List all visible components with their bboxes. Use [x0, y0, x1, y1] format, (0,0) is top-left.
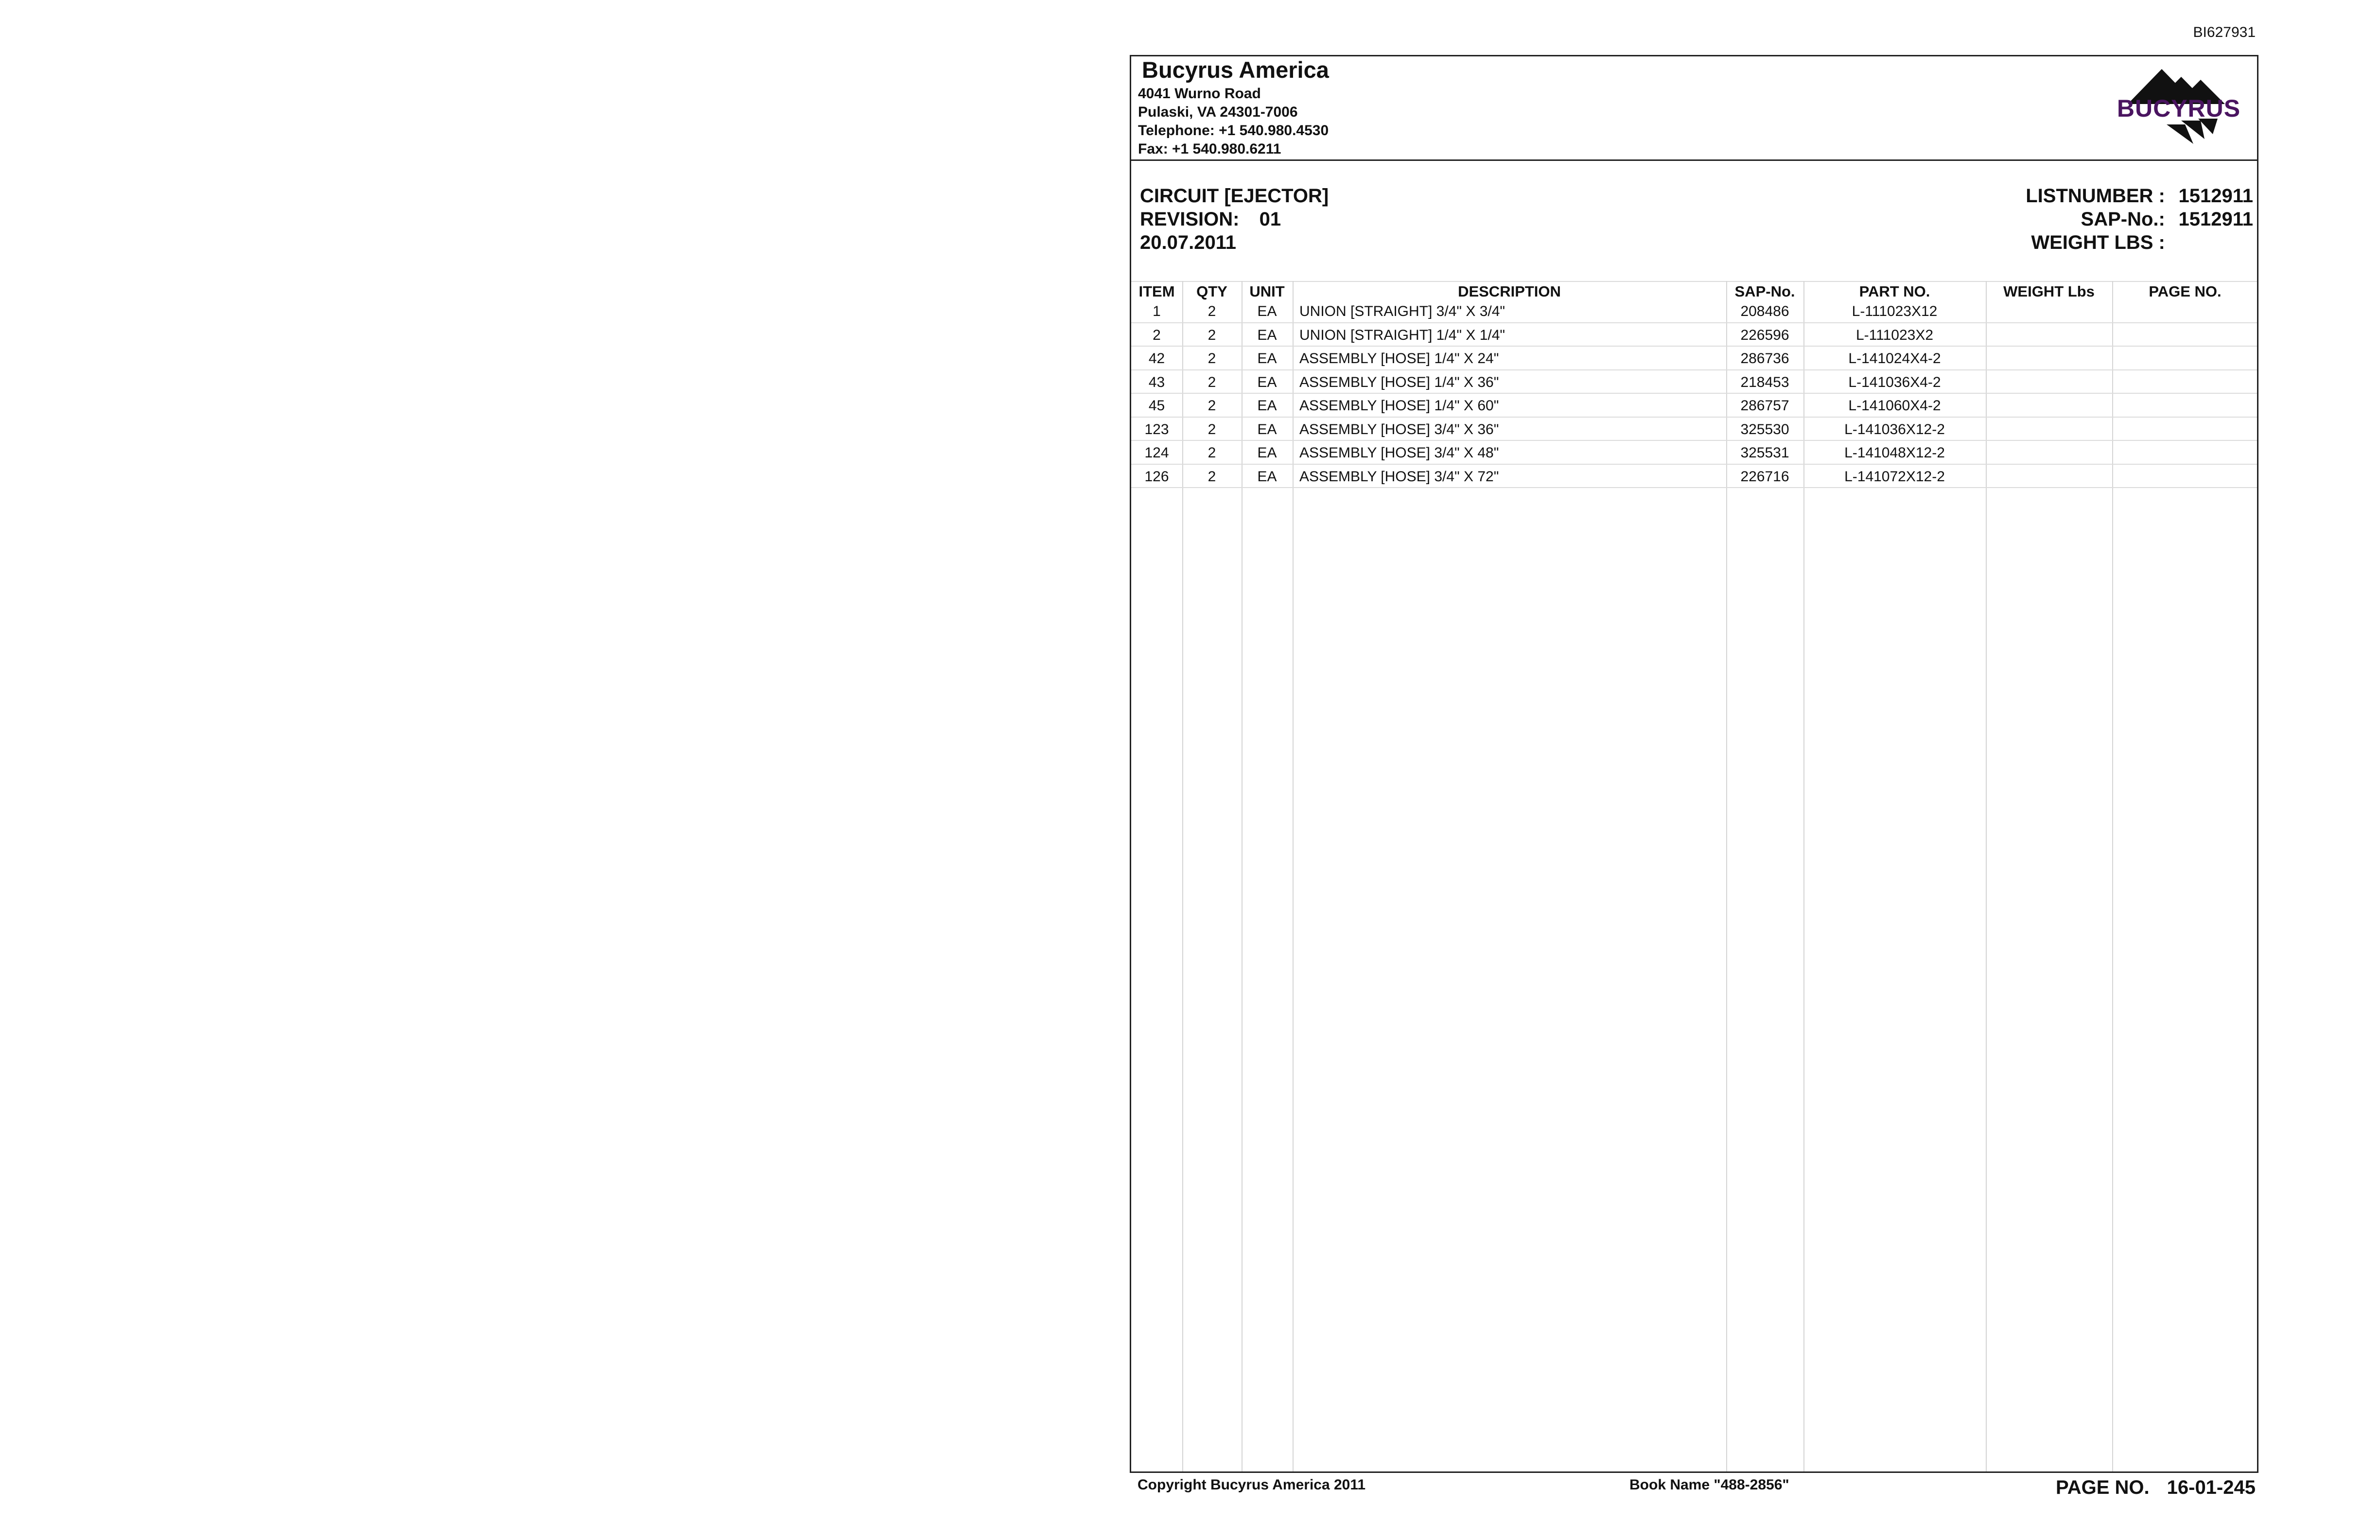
address-city: Pulaski, VA 24301-7006: [1138, 104, 1298, 120]
cell-sap: 226596: [1740, 327, 1789, 343]
copyright: Copyright Bucyrus America 2011: [1138, 1477, 1366, 1493]
cell-sap: 218453: [1740, 374, 1789, 390]
header-sap: SAP-No.: [1734, 283, 1795, 300]
sap-number: [1864, 209, 2253, 230]
cell-description: ASSEMBLY [HOSE] 3/4" X 36": [1299, 421, 1499, 438]
company-header: [1131, 56, 2257, 161]
bucyrus-logo: [2108, 66, 2249, 154]
cell-part: L-141036X12-2: [1844, 421, 1945, 438]
row-rule: [1131, 322, 2257, 323]
weight: [1864, 232, 2253, 254]
cell-sap: 226716: [1740, 468, 1789, 485]
listnumber: [1864, 185, 2253, 207]
cell-description: ASSEMBLY [HOSE] 3/4" X 72": [1299, 468, 1499, 485]
sap-label: SAP-No.:: [2081, 209, 2165, 230]
cell-part: L-141060X4-2: [1848, 398, 1941, 414]
company-name: Bucyrus America: [1142, 57, 1329, 83]
cell-item: 45: [1148, 398, 1165, 414]
header-description: DESCRIPTION: [1458, 283, 1561, 300]
cell-qty: 2: [1208, 303, 1216, 319]
cell-part: L-141024X4-2: [1848, 350, 1941, 367]
cell-qty: 2: [1208, 445, 1216, 461]
table-top-rule: [1131, 281, 2257, 282]
cell-qty: 2: [1208, 468, 1216, 485]
cell-description: ASSEMBLY [HOSE] 1/4" X 24": [1299, 350, 1499, 367]
cell-sap: 286757: [1740, 398, 1789, 414]
page-number-label: PAGE NO.: [2056, 1477, 2150, 1498]
listnumber-label: LISTNUMBER :: [2026, 185, 2165, 207]
cell-unit: EA: [1257, 468, 1277, 485]
address-street: 4041 Wurno Road: [1138, 86, 1261, 102]
header-qty: QTY: [1196, 283, 1227, 300]
header-part: PART NO.: [1859, 283, 1930, 300]
row-rule: [1131, 487, 2257, 488]
cell-qty: 2: [1208, 327, 1216, 343]
cell-sap: 208486: [1740, 303, 1789, 319]
row-rule: [1131, 440, 2257, 441]
cell-item: 42: [1148, 350, 1165, 367]
cell-part: L-141036X4-2: [1848, 374, 1941, 390]
row-rule: [1131, 393, 2257, 394]
cell-qty: 2: [1208, 374, 1216, 390]
document-date: 20.07.2011: [1140, 232, 1236, 253]
row-rule: [1131, 369, 2257, 370]
weight-label: WEIGHT LBS :: [2031, 232, 2165, 253]
document-id: BI627931: [2193, 24, 2256, 40]
cell-item: 126: [1144, 468, 1169, 485]
cell-unit: EA: [1257, 445, 1277, 461]
parts-list-sheet: [1130, 55, 2258, 1473]
cell-part: L-111023X2: [1855, 327, 1934, 343]
cell-part: L-141048X12-2: [1844, 445, 1945, 461]
row-rule: [1131, 464, 2257, 465]
revision-value: 01: [1259, 209, 1281, 230]
cell-description: ASSEMBLY [HOSE] 1/4" X 36": [1299, 374, 1499, 390]
cell-unit: EA: [1257, 374, 1277, 390]
cell-item: 43: [1148, 374, 1165, 390]
row-rule: [1131, 417, 2257, 418]
listnumber-value: 1512911: [2178, 185, 2253, 207]
header-item: ITEM: [1138, 283, 1175, 300]
row-rule: [1131, 346, 2257, 347]
cell-sap: 325531: [1740, 445, 1789, 461]
cell-unit: EA: [1257, 421, 1277, 438]
column-divider: [1293, 281, 1294, 1471]
column-divider: [1986, 281, 1987, 1471]
cell-description: ASSEMBLY [HOSE] 3/4" X 48": [1299, 445, 1499, 461]
cell-description: ASSEMBLY [HOSE] 1/4" X 60": [1299, 398, 1499, 414]
cell-unit: EA: [1257, 350, 1277, 367]
book-name: Book Name "488-2856": [1629, 1477, 1789, 1493]
fax: Fax: +1 540.980.6211: [1138, 141, 1281, 157]
cell-item: 1: [1153, 303, 1161, 319]
page-number-value: 16-01-245: [2167, 1477, 2256, 1498]
header-weight: WEIGHT Lbs: [2003, 283, 2095, 300]
cell-sap: 286736: [1740, 350, 1789, 367]
cell-description: UNION [STRAIGHT] 1/4" X 1/4": [1299, 327, 1505, 343]
cell-part: L-141072X12-2: [1844, 468, 1945, 485]
sap-value: 1512911: [2178, 209, 2253, 230]
cell-item: 123: [1144, 421, 1169, 438]
cell-qty: 2: [1208, 398, 1216, 414]
cell-part: L-111023X12: [1852, 303, 1938, 319]
column-divider: [2112, 281, 2113, 1471]
header-page: PAGE NO.: [2149, 283, 2222, 300]
document-title: CIRCUIT [EJECTOR]: [1140, 185, 1329, 207]
cell-qty: 2: [1208, 350, 1216, 367]
cell-description: UNION [STRAIGHT] 3/4" X 3/4": [1299, 303, 1505, 319]
logo-wordmark: BUCYRUS: [2117, 95, 2241, 122]
cell-unit: EA: [1257, 327, 1277, 343]
revision: [1140, 209, 1281, 230]
page-number: [1993, 1477, 2256, 1499]
revision-label: REVISION:: [1140, 209, 1240, 230]
cell-item: 2: [1153, 327, 1161, 343]
cell-unit: EA: [1257, 303, 1277, 319]
cell-sap: 325530: [1740, 421, 1789, 438]
cell-item: 124: [1144, 445, 1169, 461]
cell-qty: 2: [1208, 421, 1216, 438]
telephone: Telephone: +1 540.980.4530: [1138, 122, 1329, 139]
header-unit: UNIT: [1249, 283, 1285, 300]
cell-unit: EA: [1257, 398, 1277, 414]
